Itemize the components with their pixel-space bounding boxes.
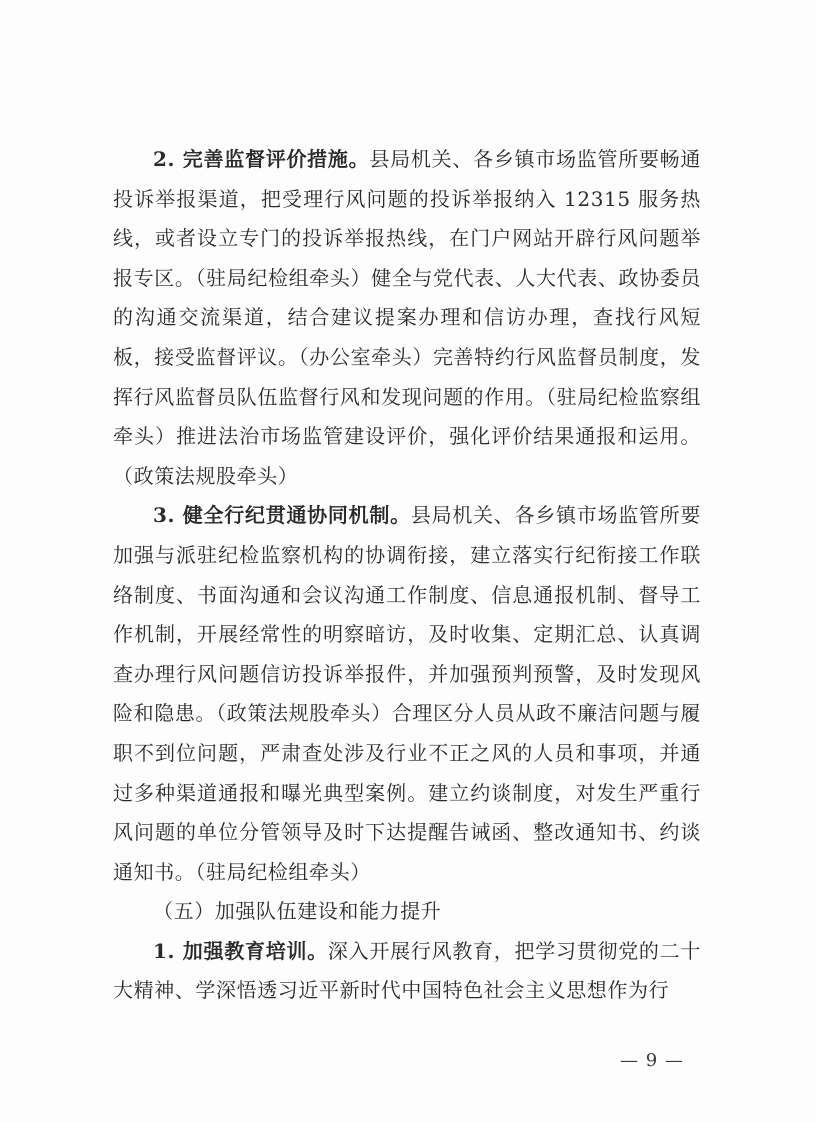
- paragraph-education-training: [113, 932, 701, 1011]
- section-heading: （五）加强队伍建设和能力提升: [153, 899, 442, 924]
- paragraph-text: 县局机关、各乡镇市场监管所要畅通投诉举报渠道，把受理行风问题的投诉举报纳入 12315 服务热线，或者设立专门的投诉举报热线，在门户网站开辟行风问题举报专区。（驻局纪检组牵头）健全与党代表、人大代表、政协委员的沟通交流渠道，结合建议提案办理和信访办理，查找行风短板，接受监督评议。（办公室牵头）完善特约行风监督员制度，发挥行风监督员队伍监督行风和发现问题的作用。（驻局纪检监察组牵头）推进法治市场监管建设评价，强化评价结果通报和运用。（政策法规股牵头）: [113, 147, 701, 488]
- paragraph-text: 深入开展行风教育，把学习贯彻党的二十大精神、学深悟透习近平新时代中国特色社会主义思想作为行: [113, 938, 701, 1003]
- paragraph-text: 县局机关、各乡镇市场监管所要加强与派驻纪检监察机构的协调衔接，建立落实行纪衔接工作联络制度、书面沟通和会议沟通工作制度、信息通报机制、督导工作机制，开展经常性的明察暗访，及时收集、定期汇总、认真调查办理行风问题信访投诉举报件，并加强预判预警，及时发现风险和隐患。（政策法规股牵头）合理区分人员从政不廉洁问题与履职不到位问题，严肃查处涉及行业不正之风的人员和事项，并通过多种渠道通报和曝光典型案例。建立约谈制度，对发生严重行风问题的单位分管领导及时下达提醒告诫函、整改通知书、约谈通知书。（驻局纪检组牵头）: [113, 503, 701, 884]
- paragraph-lead: 2. 完善监督评价措施。: [153, 147, 370, 171]
- paragraph-supervision-evaluation: [113, 140, 701, 496]
- paragraph-coordination-mechanism: [113, 496, 701, 892]
- page-number: — 9 —: [620, 1050, 684, 1071]
- paragraph-lead: 3. 健全行纪贯通协同机制。: [153, 503, 411, 528]
- paragraph-lead: 1. 加强教育培训。: [153, 938, 328, 963]
- document-body: [113, 140, 701, 1011]
